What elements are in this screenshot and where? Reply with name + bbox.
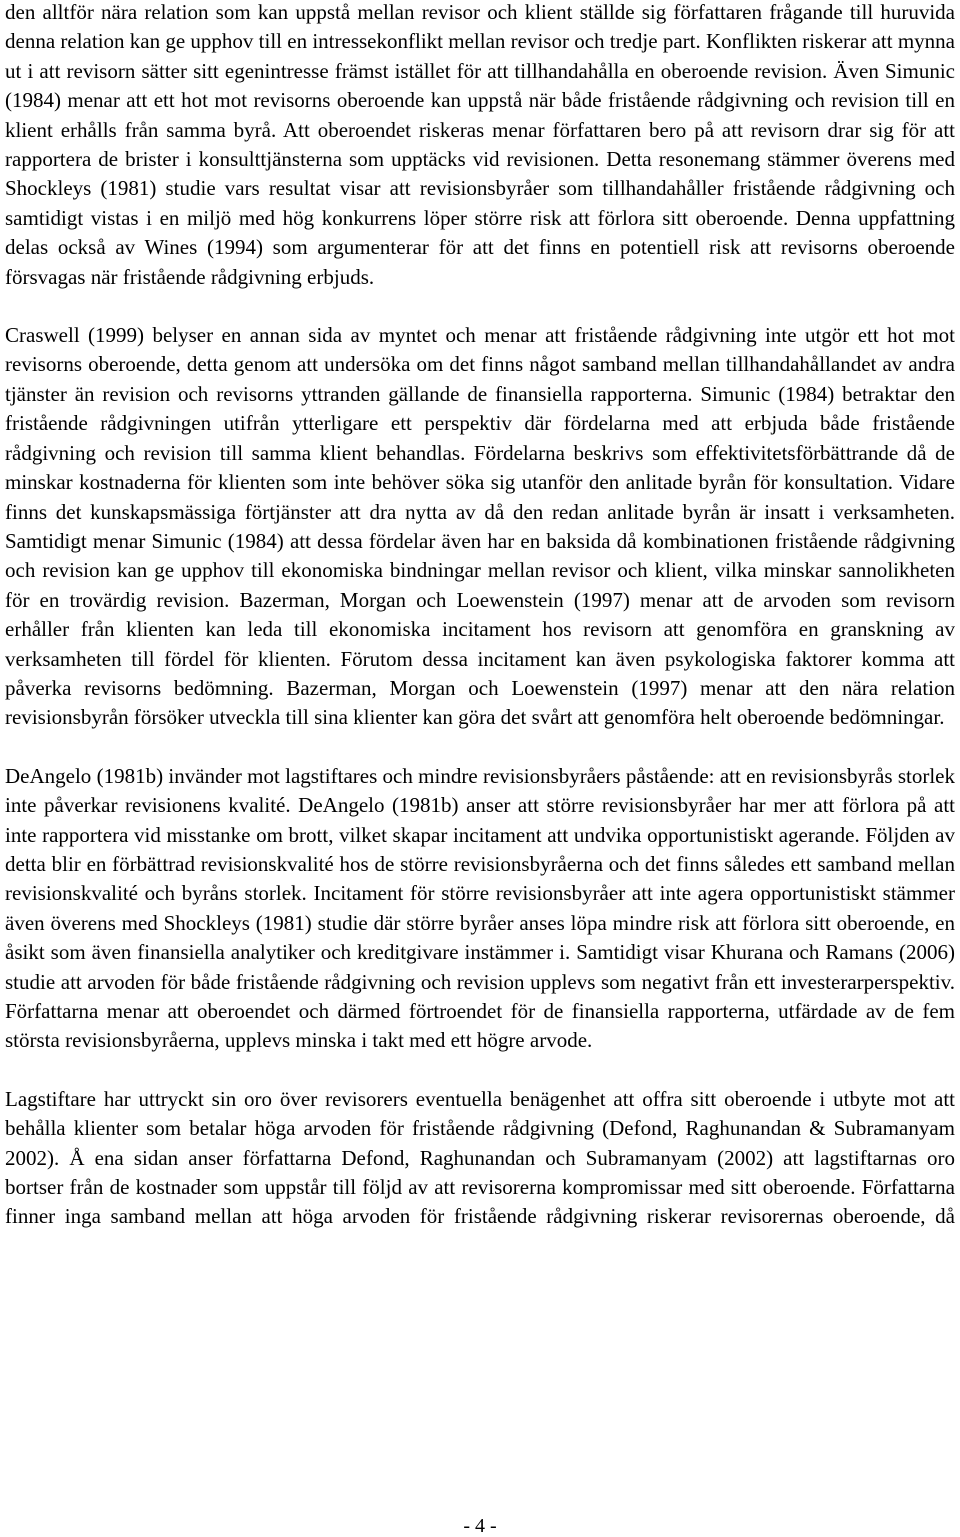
document-page (5, 0, 955, 1261)
paragraph-3: DeAngelo (1981b) invänder mot lagstiftares och mindre revisionsbyråers påstående: att en revisionsbyrås storlek inte påverkar revisionens kvalité. DeAngelo (1981b) anser att större revisionsbyråer har mer att förlora på att inte rapportera vid misstanke om brott, vilket skapar incitament att undvika opportunistiskt agerande. Följden av detta blir en förbättrad revisionskvalité hos de större revisionsbyråerna och det finns således ett samband mellan revisionskvalité och byråns storlek. Incitament för större revisionsbyråer att inte agera opportunistiskt stämmer även överens med Shockleys (1981) studie där större byråer anses löpa mindre risk att förlora sitt oberoende, en åsikt som även finansiella analytiker och kreditgivare instämmer i. Samtidigt visar Khurana och Ramans (2006) studie att arvoden för både fristående rådgivning och revision upplevs som negativt från ett investerarperspektiv. Författarna menar att oberoendet och därmed förtroendet för de finansiella rapporterna, utfärdade av de fem största revisionsbyråerna, upplevs minska i takt med ett högre arvode. (5, 763, 955, 1053)
paragraph-1: den alltför nära relation som kan uppstå mellan revisor och klient ställde sig författaren frågande till huruvida denna relation kan ge upphov till en intressekonflikt mellan revisor och tredje part. Konflikten riskerar att mynna ut i att revisorn sätter sitt egenintresse främst istället för att tillhandahålla en oberoende revision. Även Simunic (1984) menar att ett hot mot revisorns oberoende kan uppstå när både fristående rådgivning och revision till en klient erhålls från samma byrå. Att oberoendet riskeras menar författaren bero på att revisorn drar sig för att rapportera de brister i konsulttjänsterna som upptäcks vid revisionen. Detta resonemang stämmer överens med Shockleys (1981) studie vars resultat visar att revisionsbyråer som tillhandahåller fristående rådgivning och samtidigt vistas i en miljö med hög konkurrens löper större risk att förlora sitt oberoende. Denna uppfattning delas också av Wines (1994) som argumenterar för att det finns en potentiell risk att revisorns oberoende försvagas när fristående rådgivning erbjuds. (5, 0, 955, 289)
page-number: - 4 - (463, 1515, 497, 1537)
paragraph-2: Craswell (1999) belyser en annan sida av myntet och menar att fristående rådgivning inte utgör ett hot mot revisorns oberoende, detta genom att undersöka om det finns något samband mellan tillhandahållandet av andra tjänster än revision och revisorns yttranden gällande de finansiella rapporterna. Simunic (1984) betraktar den fristående rådgivningen utifrån ytterligare ett perspektiv där fördelarna med att erbjuda både fristående rådgivning och revision till samma klient behandlas. Fördelarna beskrivs som effektivitetsförbättrande då de minskar kostnaderna för klienten som inte behöver söka sig utanför den anlitade byrån för konsultation. Vidare finns det kunskapsmässiga förtjänster att dra nytta av då den redan anlitade byrån är insatt i verksamheten. Samtidigt menar Simunic (1984) att dessa fördelar även har en baksida då kombinationen fristående rådgivning och revision kan ge upphov till ekonomiska bindningar mellan revisor och klient, vilka minskar sannolikheten för en trovärdig revision. Bazerman, Morgan och Loewenstein (1997) menar att de arvoden som revisorn erhåller från klienten kan leda till ekonomiska incitament hos revisorn att genomföra en granskning av verksamheten till fördel för klienten. Förutom dessa incitament kan även psykologiska faktorer komma att påverka revisorns bedömning. Bazerman, Morgan och Loewenstein (1997) menar att den nära relation revisionsbyrån försöker utveckla till sina klienter kan göra det svårt att genomföra helt oberoende bedömningar. (5, 323, 955, 730)
paragraph-4: Lagstiftare har uttryckt sin oro över revisorers eventuella benägenhet att offra sitt oberoende i utbyte mot att behålla klienter som betalar höga arvoden för fristående rådgivning (Defond, Raghunandan & Subramanyam 2002). Å ena sidan anser författarna Defond, Raghunandan och Subramanyam (2002) att lagstiftarnas oro bortser från de kostnader som uppstår till följd av att revisorerna kompromissar med sitt oberoende. Författarna finner inga samband mellan att höga arvoden för fristående rådgivning riskerar revisorernas oberoende, då (5, 1086, 955, 1229)
